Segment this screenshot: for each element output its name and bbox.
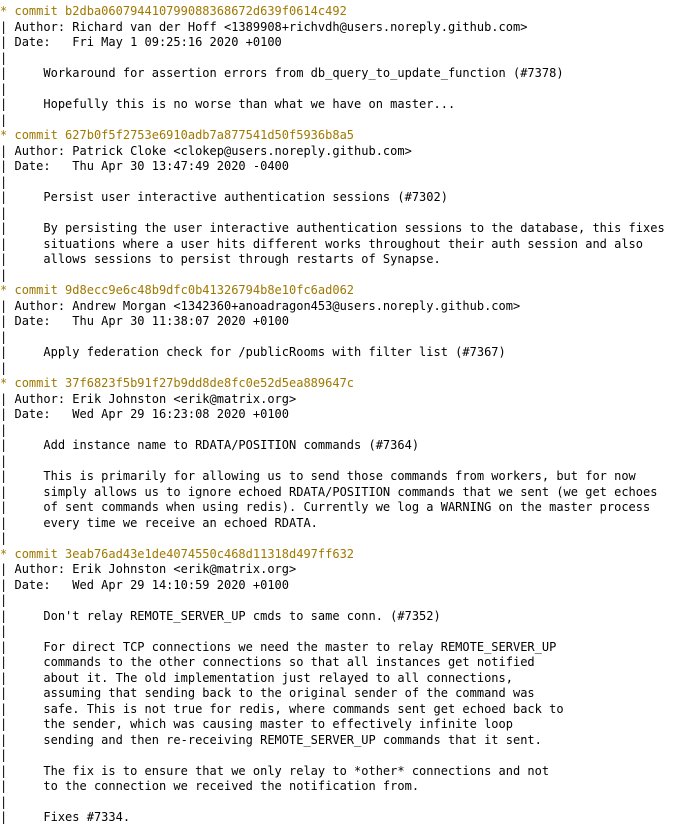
log-text: Date: Wed Apr 29 14:10:59 2020 +0100 <box>14 577 290 592</box>
commit-line <box>0 376 692 392</box>
log-line <box>0 624 692 640</box>
log-line <box>0 686 692 702</box>
log-text: the sender, which was causing master to effectively infinite loop <box>14 717 513 731</box>
log-text: situations where a user hits different works throughout their auth session and also <box>14 236 644 251</box>
log-line <box>0 190 692 206</box>
graph-pipe-icon: | <box>0 267 8 282</box>
log-line <box>0 640 692 656</box>
graph-pipe-icon: | <box>0 112 8 127</box>
log-text: Date: Wed Apr 29 16:23:08 2020 +0100 <box>14 407 290 421</box>
graph-pipe-icon: | <box>0 763 8 778</box>
graph-pipe-icon: | <box>0 19 8 34</box>
log-text: Author: Erik Johnston <erik@matrix.org> <box>14 562 297 576</box>
log-line <box>0 795 692 811</box>
log-text: Fixes #7334. <box>14 810 131 824</box>
graph-pipe-icon: | <box>0 360 8 375</box>
log-line <box>0 454 692 470</box>
log-text: safe. This is not true for redis, where commands sent get echoed back to <box>14 701 564 716</box>
graph-pipe-icon: | <box>0 205 8 220</box>
gutter-space <box>7 531 14 545</box>
graph-pipe-icon: | <box>0 159 8 173</box>
log-text: about it. The old implementation just relayed to all connections, <box>14 670 513 685</box>
graph-pipe-icon: | <box>0 670 8 685</box>
log-line <box>0 562 692 578</box>
graph-pipe-icon: | <box>0 624 8 638</box>
graph-pipe-icon: | <box>0 593 8 607</box>
gutter-space <box>7 748 14 762</box>
log-line <box>0 345 692 361</box>
log-text: The fix is to ensure that we only relay to *other* connections and not <box>14 763 550 778</box>
graph-pipe-icon: | <box>0 686 8 700</box>
graph-pipe-icon: | <box>0 50 8 65</box>
commit-hash-text: commit 37f6823f5b91f27b9dd8de8fc0e52d5ea889647c <box>14 376 355 390</box>
graph-pipe-icon: | <box>0 190 8 204</box>
log-line <box>0 268 692 284</box>
log-text: Workaround for assertion errors from db_query_to_update_function (#7378) <box>14 66 564 80</box>
log-line <box>0 237 692 253</box>
log-text: of sent commands when using redis). Currently we log a WARNING on the master process <box>14 500 651 514</box>
commit-hash-text: commit 9d8ecc9e6c48b9dfc0b41326794b8e10fc6ad062 <box>14 283 355 297</box>
log-line <box>0 593 692 609</box>
log-line <box>0 531 692 547</box>
graph-pipe-icon: | <box>0 810 8 824</box>
log-line <box>0 51 692 67</box>
graph-pipe-icon: | <box>0 655 8 669</box>
log-line <box>0 516 692 532</box>
graph-pipe-icon: | <box>0 438 8 452</box>
log-line <box>0 175 692 191</box>
graph-pipe-icon: | <box>0 639 8 654</box>
gutter-space <box>7 795 14 809</box>
gutter-space <box>7 330 14 344</box>
graph-pipe-icon: | <box>0 221 8 235</box>
graph-pipe-icon: | <box>0 422 8 437</box>
log-line <box>0 392 692 408</box>
log-text: every time we receive an echoed RDATA. <box>14 515 318 530</box>
commit-hash-text: commit b2dba060794410799088368672d639f0614c492 <box>14 4 347 18</box>
log-text: Date: Fri May 1 09:25:16 2020 +0100 <box>14 35 282 49</box>
log-text: Author: Patrick Cloke <clokep@users.noreply.github.com> <box>14 143 412 158</box>
graph-pipe-icon: | <box>0 345 8 359</box>
gutter-space <box>7 361 14 375</box>
graph-node-icon: * <box>0 376 8 390</box>
log-line <box>0 748 692 764</box>
log-line <box>0 361 692 377</box>
graph-pipe-icon: | <box>0 97 8 111</box>
graph-pipe-icon: | <box>0 314 8 328</box>
graph-node-icon: * <box>0 4 8 18</box>
log-text: Author: Richard van der Hoff <1389908+richvdh@users.noreply.github.com> <box>14 19 528 34</box>
log-line <box>0 702 692 718</box>
log-text: This is primarily for allowing us to send those commands from workers, but for now <box>14 469 636 483</box>
log-line <box>0 469 692 485</box>
log-text: Hopefully this is no worse than what we have on master... <box>14 97 456 111</box>
graph-pipe-icon: | <box>0 143 8 158</box>
log-line <box>0 764 692 780</box>
commit-line <box>0 128 692 144</box>
graph-pipe-icon: | <box>0 81 8 96</box>
graph-pipe-icon: | <box>0 500 8 514</box>
log-line <box>0 717 692 733</box>
graph-pipe-icon: | <box>0 748 8 762</box>
graph-pipe-icon: | <box>0 701 8 716</box>
graph-pipe-icon: | <box>0 407 8 421</box>
graph-pipe-icon: | <box>0 35 8 49</box>
graph-pipe-icon: | <box>0 562 8 576</box>
log-line <box>0 500 692 516</box>
log-text: Date: Thu Apr 30 11:38:07 2020 +0100 <box>14 314 290 328</box>
log-text: commands to the other connections so that all instances get notified <box>14 655 535 669</box>
graph-pipe-icon: | <box>0 717 8 731</box>
log-line <box>0 671 692 687</box>
gutter-space <box>7 810 14 824</box>
log-line <box>0 144 692 160</box>
log-text: to the connection we received the notification from. <box>14 779 420 793</box>
graph-node-icon: * <box>0 128 8 142</box>
log-line <box>0 20 692 36</box>
log-line <box>0 330 692 346</box>
log-line <box>0 779 692 795</box>
gutter-space <box>7 113 14 127</box>
log-text: Date: Thu Apr 30 13:47:49 2020 -0400 <box>14 159 290 173</box>
graph-pipe-icon: | <box>0 453 8 468</box>
log-line <box>0 578 692 594</box>
log-line <box>0 252 692 268</box>
log-line <box>0 299 692 315</box>
log-line <box>0 113 692 129</box>
log-text: Author: Erik Johnston <erik@matrix.org> <box>14 391 297 406</box>
graph-pipe-icon: | <box>0 732 8 747</box>
gutter-space <box>7 779 14 793</box>
graph-pipe-icon: | <box>0 298 8 313</box>
log-line <box>0 423 692 439</box>
commit-hash-text: commit 627b0f5f2753e6910adb7a877541d50f5936b8a5 <box>14 128 355 142</box>
graph-pipe-icon: | <box>0 252 8 266</box>
log-text: sending and then re-receiving REMOTE_SERVER_UP commands that it sent. <box>14 732 542 747</box>
log-line <box>0 159 692 175</box>
log-line <box>0 609 692 625</box>
log-line <box>0 485 692 501</box>
graph-pipe-icon: | <box>0 66 8 80</box>
graph-pipe-icon: | <box>0 531 8 545</box>
log-line <box>0 810 692 826</box>
graph-pipe-icon: | <box>0 174 8 189</box>
graph-pipe-icon: | <box>0 391 8 406</box>
gutter-space <box>7 268 14 282</box>
log-line <box>0 35 692 51</box>
log-text: assuming that sending back to the original sender of the command was <box>14 686 535 700</box>
commit-line <box>0 547 692 563</box>
gutter-space <box>7 593 14 607</box>
graph-pipe-icon: | <box>0 779 8 793</box>
log-line <box>0 206 692 222</box>
log-text: allows sessions to persist through restarts of Synapse. <box>14 252 441 266</box>
log-line <box>0 438 692 454</box>
gutter-space <box>7 764 14 778</box>
log-line <box>0 407 692 423</box>
graph-pipe-icon: | <box>0 469 8 483</box>
graph-pipe-icon: | <box>0 329 8 344</box>
gutter-space <box>7 175 14 189</box>
log-line <box>0 314 692 330</box>
gutter-space <box>7 51 14 65</box>
graph-node-icon: * <box>0 546 8 561</box>
gutter-space <box>7 82 14 96</box>
log-text: Author: Andrew Morgan <1342360+anoadragon453@users.noreply.github.com> <box>14 298 521 313</box>
gutter-space <box>7 624 14 638</box>
graph-node-icon: * <box>0 283 8 297</box>
gutter-space <box>7 454 14 468</box>
log-text: For direct TCP connections we need the master to relay REMOTE_SERVER_UP <box>14 639 557 654</box>
log-line <box>0 97 692 113</box>
commit-line <box>0 4 692 20</box>
log-text: Persist user interactive authentication sessions (#7302) <box>14 190 448 204</box>
gutter-space <box>7 206 14 220</box>
log-text: Don't relay REMOTE_SERVER_UP cmds to same conn. (#7352) <box>14 608 441 623</box>
graph-pipe-icon: | <box>0 484 8 499</box>
log-text: simply allows us to ignore echoed RDATA/POSITION commands that we sent (we get echoes <box>14 484 658 499</box>
graph-pipe-icon: | <box>0 794 8 809</box>
commit-hash-text: commit 3eab76ad43e1de4074550c468d11318d497ff632 <box>14 546 355 561</box>
commit-line <box>0 283 692 299</box>
log-line <box>0 733 692 749</box>
log-line <box>0 82 692 98</box>
graph-pipe-icon: | <box>0 236 8 251</box>
log-line <box>0 655 692 671</box>
log-line <box>0 66 692 82</box>
graph-pipe-icon: | <box>0 608 8 623</box>
log-text: Add instance name to RDATA/POSITION commands (#7364) <box>14 438 420 452</box>
log-line <box>0 221 692 237</box>
log-text: By persisting the user interactive authentication sessions to the database, this fixes <box>14 221 665 235</box>
graph-pipe-icon: | <box>0 577 8 592</box>
gutter-space <box>7 423 14 437</box>
graph-pipe-icon: | <box>0 515 8 530</box>
log-text: Apply federation check for /publicRooms with filter list (#7367) <box>14 345 506 359</box>
